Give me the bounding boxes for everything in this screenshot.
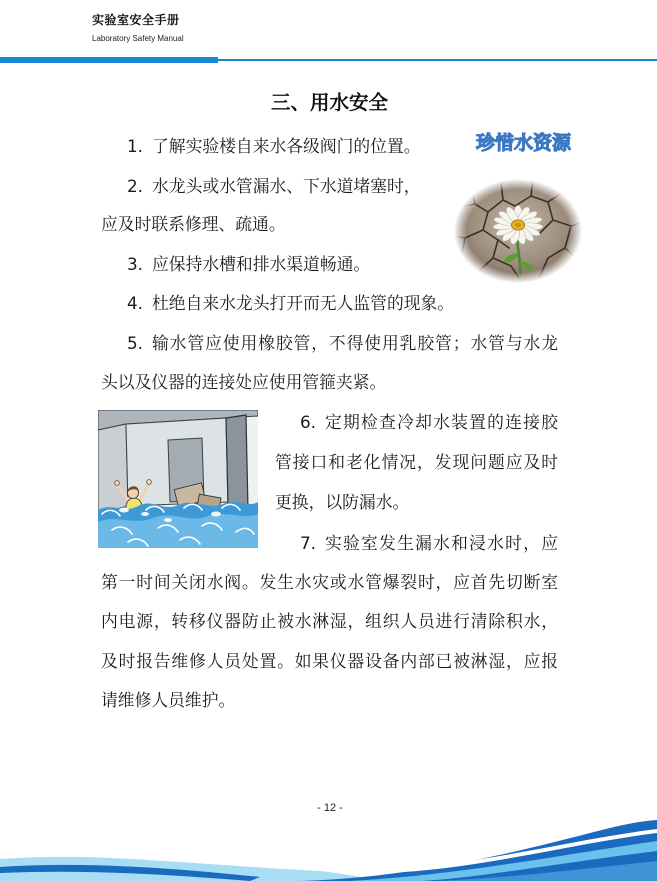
item-7-line-1 (300, 523, 558, 563)
item-6-line-1 (300, 402, 558, 442)
item-text: 更换，以防漏水。 (275, 492, 410, 512)
item-2-line-2 (101, 204, 286, 244)
item-text: 请维修人员维护。 (101, 690, 236, 710)
cracked-earth-flower-image (453, 178, 583, 284)
item-text: 应及时联系修理、疏通。 (101, 214, 286, 234)
item-text: 定期检查冷却水装置的连接胶 (325, 412, 558, 432)
section-title: 三、用水安全 (271, 91, 389, 114)
item-number: 3. (127, 254, 144, 274)
item-text: 内电源，转移仪器防止被水淋湿，组织人员进行清除积水， (101, 611, 558, 631)
item-text: 杜绝自来水龙头打开而无人监管的现象。 (152, 293, 455, 313)
item-number: 4. (127, 293, 144, 313)
item-7-line-3 (101, 601, 558, 641)
item-text: 及时报告维修人员处置。如果仪器设备内部已被淋湿，应报 (101, 651, 558, 671)
item-6-line-2 (275, 442, 558, 482)
item-5-line-2 (101, 362, 386, 402)
item-7-line-2 (101, 562, 558, 602)
manual-title-cn: 实验室安全手册 (92, 13, 180, 27)
flood-water (98, 502, 258, 548)
item-text: 实验室发生漏水和浸水时，应 (325, 533, 558, 553)
item-text: 头以及仪器的连接处应使用管箍夹紧。 (101, 372, 387, 392)
manual-title-en: Laboratory Safety Manual (92, 34, 184, 43)
item-2-line-1 (127, 166, 421, 206)
item-4-line-1 (127, 283, 454, 323)
item-number: 5. (127, 333, 144, 353)
item-text: 应保持水槽和排水渠道畅通。 (152, 254, 371, 274)
item-text: 输水管应使用橡胶管，不得使用乳胶管；水管与水龙 (152, 333, 558, 353)
item-number: 7. (300, 533, 317, 553)
header-rule-thick (0, 57, 218, 63)
item-text: 第一时间关闭水阀。发生水灾或水管爆裂时，应首先切断室 (101, 572, 558, 592)
item-number: 2. (127, 176, 144, 196)
item-text: 了解实验楼自来水各级阀门的位置。 (152, 136, 421, 156)
item-6-line-3 (275, 482, 409, 522)
save-water-caption: 珍惜水资源 (476, 132, 572, 154)
item-3-line-1 (127, 244, 370, 284)
flooded-room-image (98, 410, 258, 548)
item-number: 1. (127, 136, 144, 156)
header-rule-thin (218, 59, 657, 61)
item-7-line-5 (101, 680, 235, 720)
item-text: 管接口和老化情况，发现问题应及时 (275, 452, 558, 472)
item-number: 6. (300, 412, 317, 432)
item-1-line-1 (127, 126, 421, 166)
page-number: - 12 - (317, 802, 343, 814)
footer-wave-decoration (0, 811, 657, 881)
item-text: 水龙头或水管漏水、下水道堵塞时， (152, 176, 421, 196)
item-7-line-4 (101, 641, 558, 681)
item-5-line-1 (127, 323, 558, 363)
